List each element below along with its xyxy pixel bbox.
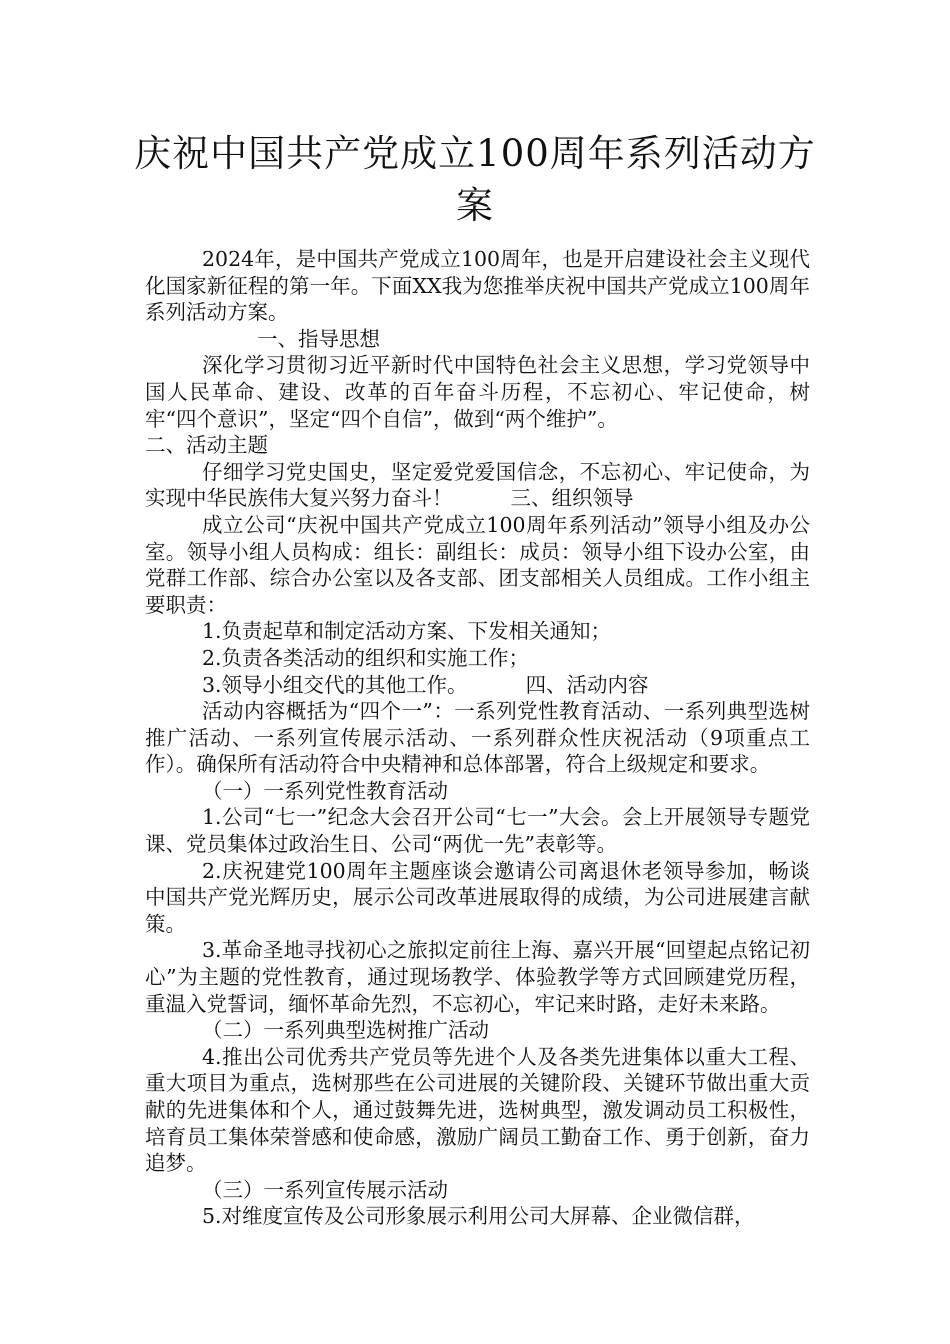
duty-item-2: 2.负责各类活动的组织和实施工作； — [202, 645, 530, 670]
subsection-heading-1: （一）一系列党性教育活动 — [202, 778, 448, 803]
duty-item-3: 3.领导小组交代的其他工作。 — [202, 672, 468, 697]
activity-item-3: 3.革命圣地寻找初心之旅拟定前往上海、嘉兴开展“回望起点铭记初心”为主题的党性教育，通过现场教学、体验教学等方式回顾建党历程，重温入党誓词，缅怀革命先烈，不忘初心，牢记来时路，走好未来路。 — [145, 938, 810, 1016]
theme-paragraph — [145, 459, 810, 512]
activity-item-5: 5.对维度宣传及公司形象展示利用公司大屏幕、企业微信群， — [202, 1204, 755, 1229]
theme-text: 仔细学习党史国史，坚定爱党爱国信念，不忘初心、牢记使命，为实现中华民族伟大复兴努力奋斗！ — [145, 459, 810, 511]
section-heading-3: 三、组织领导 — [510, 486, 634, 511]
activity-item-4: 4.推出公司优秀共产党员等先进个人及各类先进集体以重大工程、重大项目为重点，选树那些在公司进展的关键阶段、关键环节做出重大贡献的先进集体和个人，通过鼓舞先进，选树典型，激发调动员工积极性，培育员工集体荣誉感和使命感，激励广阔员工勤奋工作、勇于创新，奋力追梦。 — [145, 1044, 810, 1176]
document-title: 庆祝中国共产党成立100周年系列活动方案 — [134, 132, 816, 227]
organization-paragraph: 成立公司“庆祝中国共产党成立100周年系列活动”领导小组及办公室。领导小组人员构成：组长：副组长：成员：领导小组下设办公室，由党群工作部、综合办公室以及各支部、团支部相关人员组成。工作小组主要职责： — [145, 512, 810, 617]
section-heading-1: 一、指导思想 — [257, 326, 380, 351]
guiding-thought-paragraph: 深化学习贯彻习近平新时代中国特色社会主义思想，学习党领导中国人民革命、建设、改革的百年奋斗历程，不忘初心、牢记使命，树牢“四个意识”，坚定“四个自信”，做到“两个维护”。 — [145, 353, 810, 431]
activity-item-1: 1.公司“七一”纪念大会召开公司“七一”大会。会上开展领导专题党课、党员集体过政治生日、公司“两优一先”表彰等。 — [145, 805, 810, 857]
section-heading-2: 二、活动主题 — [145, 433, 268, 458]
document-body — [145, 246, 810, 1230]
duty-item-1: 1.负责起草和制定活动方案、下发相关通知； — [202, 619, 612, 644]
subsection-heading-3: （三）一系列宣传展示活动 — [202, 1177, 448, 1202]
intro-paragraph: 2024年，是中国共产党成立100周年，也是开启建设社会主义现代化国家新征程的第一年。下面XX我为您推举庆祝中国共产党成立100周年系列活动方案。 — [145, 247, 810, 325]
subsection-heading-2: （二）一系列典型选树推广活动 — [202, 1018, 489, 1043]
duty-item-3-line — [145, 672, 810, 699]
section-heading-4: 四、活动内容 — [525, 672, 649, 697]
activity-item-2: 2.庆祝建党100周年主题座谈会邀请公司离退休老领导参加，畅谈中国共产党光辉历史，展示公司改革进展取得的成绩，为公司进展建言献策。 — [145, 858, 810, 936]
content-summary-paragraph: 活动内容概括为“四个一”：一系列党性教育活动、一系列典型选树推广活动、一系列宣传展示活动、一系列群众性庆祝活动（9项重点工作）。确保所有活动符合中央精神和总体部署，符合上级规定和要求。 — [145, 699, 810, 777]
